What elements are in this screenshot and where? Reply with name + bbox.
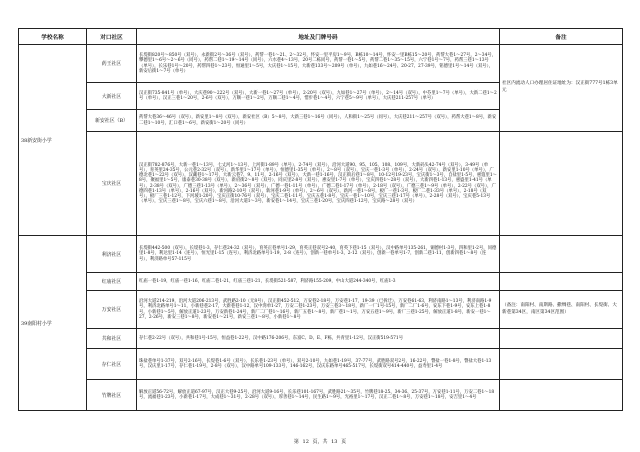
address-cell: 汉正街735-841号（单号），大庆巷90～222号（双号），大新一巷1～27号（单号），2-20号（双号），九如巷1～27号（单号），2～14号（双号），中芬里1～7号（单号），大新二巷1～2号（单号），汉正三巷1～20号，2-6号（双号），万顺一巷1～2号，万顺二巷1～4号，惜步巷1～4号，六宁巷5～9号（单号），大庆巷211-257号（单号） — [137, 83, 500, 110]
address-cell: 解放正道56-72号，解放正道67-97号，汉正大巷9-25号，沿河大道9-16号，长乐巷101-167号，武胜路21～35号，竹牌巷18-25、34-36、25-37号，万安巷1-11号，万安二巷1～18号，流福巷1-23号，小新巷1-17号，大成巷1～31号，2-28号（双号），厚善巷1～14号，民生路1～9号，光裕里1～17号，汉正二巷1～8号，万安巷1～18号，安吉里1～4号 — [137, 380, 500, 411]
table-row — [19, 132, 623, 236]
header-note: 备注 — [500, 29, 623, 45]
school-name: 38新安街小学 — [19, 45, 87, 236]
address-cell: 珠盐巷单号1-37号，双号2-16号，长堤巷1-6号（双号），长乐巷1-23号（单号），双号2-10号，九如巷1-19号，37-77号，武胜路双号2号，16-22号，瞥盐一巷1-8号，瞥盐大巷1-13号，汉庆里1-17号，存仁巷1-19号，2-8号（双号），汉中路单号109-133号，146-162号，汉庆东路单号465-517号，长堤街双号414-440号，益寿里1-4号 — [137, 349, 500, 380]
community-name: 共和社区 — [87, 329, 137, 349]
note-cell-empty — [500, 380, 623, 411]
table-row — [19, 291, 623, 329]
address-cell: 长堤街820号～850号（双号），永新街2号～36号（双号），药帮一巷1～21、2～32号，怀安一里平房1～9号，B栋10～14号，怀安一里B栋15～20号，药帮大巷1～27号，2～34号，攀德里1～6号～2～6号（同号），药帮二巷1～19～14号（同号），六水巷4～13号，20号二栋同号，药帮一巷1～5号，药帮二巷1～35～15号，六宁巷1号～7号，药帮三巷1～13号（单号），长乐巷1号～20号，药帮四巷1～23号，恒通里1～5号，大庆巷1～15号，大新巷133号～209号（单号），九如巷16～24号、20-27、27-39号，铭德里1号～14号（双号），新安后街1～7号（单号） — [137, 45, 500, 83]
note-cell: （备注：南阳村、南斯路、撒绸巷、南阳村、长堤街、大新巷第34区，南区第34区范围） — [500, 291, 623, 329]
header-school: 学校名称 — [19, 29, 87, 45]
footer-page-number: 12 — [302, 439, 309, 445]
note-cell-empty — [500, 349, 623, 380]
note-cell-empty — [500, 329, 623, 349]
note-cell-empty — [500, 236, 623, 273]
address-cell: 长堤街442-500（双号），长堤巷1-3，存仁巷24-32（双号），育英正巷单号1-29，育英正巷双号2-40，育英下巷1-15（双号），汉中路单号135-261，铜德村1-3号，四和里1-2号，同德里1-8号，利达里1-14（连号），恒光里1-15（连号），利济北路单号1-19，2-8（连号），创新一巷单号1-3，2-12（双号），创新一巷单号1-7，创新二巷1-11，创新四巷1～8号（连号），利济路单号57-115号 — [137, 236, 500, 273]
footer-total-pages: 13 — [331, 439, 338, 445]
page-footer — [0, 438, 640, 445]
note-cell: 社区内流动人口办理居住证地址为：汉正街777号1栋3单元 — [500, 45, 623, 132]
header-address: 地址及门牌号码 — [137, 29, 500, 45]
table-row — [19, 236, 623, 273]
address-cell: 沿河大道214-219，沿河大道206-213号，武胜路2-10（无8号），汉正街452-512，万安巷2-18号，万安巷1-17，19-39（已拆迁），万安巷61-63，利济南路1～13号，利济南路1-9号，利济北路单号1～11，小新巷巷2-17，大新巷巷1-12，汉中湾单1-27，万安二巷1-23号，万安三巷3～18号，新厂一厂1号-15号，新厂二厂1-6号，安东下巷1-9号，安东上巷1-8号，小新巷1～5号，解放正道1-23号，万安新巷1-24号，新厂二厂巷1～16号，新厂五巷1～8号，新厂巷1～1号，万安五巷1～9号，新厂三巷1-25号，解放正道1-8号，新安一巷1～27，2-26号，新安三巷1～8号，新安巷1～21号，新安三巷1～8号，小新巷1～8号 — [137, 291, 500, 329]
table-header-row — [19, 29, 623, 45]
footer-middle: 页，共 — [312, 439, 328, 445]
community-name: 竹牌社区 — [87, 380, 137, 411]
address-cell: 汉正街782-876号，大新一巷1～13号，七丈河1～13号，上河街1-89号（单号），2-74号（双号），沿河大道90、95、105、108、109号，大新码头42-74号（双号），3-49号（单号），育英里24-35号，公元巷2-32号（双号），新华里1～17号（单号），恒德里1-35号（单号），2～8号（双号），宝庆一巷1-3号（单号），2-24号（双号），新安里1-10号（单号），广德北巷1～22号（双号），汉藏巷1～17号，大新云巷7、9、11号，2-16号（双号），大新一巷1-16号，汉正街后巷1～8号，10-12号19-23号，宝庆街1～3号，自盐里1-5号，惠蔻里1～8号，聚福里1～5号，康泰巷30-38号（双号），新府街2～8号（双号），同庆里2-8号（双号），惠安里1-7号（单号），宝庆四巷1～28号（双号），大新四巷1-13号，惠盛里1-41号（单号），2-38号（双号），广德三巷1-13号（单号），2～36号（双号），广德一巷1-11号（单号），广德二巷1-17号（单号），2-18号（双号），广德三巷1～9号（单号），2-22号（双号），广德四巷1-13号（单号），2-16号（双号），新河路2-10号（双号），新河巷1-9号（单号），2～6号（双号），新河一巷1～8号，板厂一巷1-3号，板厂二巷1-33号（单号），2-18号（双号），板厂三巷1-12号，下河坡1-20号，宝庆正街10-76号（双号），宝庆二巷1-11号，宝庆五巷1-8号，宝庆一巷1～10号，宝庆三巷1-17号（单号），2-28号（双号），宝庆巷5-13号（单号），宝庆三巷1～8号，宝庆六巷1～8号，沿河大道1～3号，新安巷1～14号，宝庆三巷1-20号，宝庆四巷1-12号，宝庆路～28号（双号） — [137, 132, 500, 236]
community-name: 利济社区 — [87, 236, 137, 273]
note-cell-empty — [500, 132, 623, 236]
school-name: 39南阳村小学 — [19, 236, 87, 411]
table-row — [19, 349, 623, 380]
community-name: 新安社区（B） — [87, 110, 137, 132]
community-name: 红庙社区 — [87, 273, 137, 291]
table-row — [19, 380, 623, 411]
table-row — [19, 273, 623, 291]
footer-suffix: 页 — [341, 439, 347, 445]
address-cell: 红庙一巷1-19，红庙一巷1-16，红庙二巷1-21，红庙三巷1-21，长堤街521-587，利济路155-209，中山大道244-340号，红庙1-3 — [137, 273, 500, 291]
school-district-table — [18, 28, 623, 411]
address-cell: 药帮大巷36～46号（双号），新安里1～8号（双号），新安社区（B）5～8号，大新三巷1～16号（同号），人和街1～25号（同号），大庆巷211～257号（双号），药帮大巷1～8号，新安二巷1～10号，汇口巷1～6号，新安街1～20号（同号） — [137, 110, 500, 132]
table-row — [19, 329, 623, 349]
community-name: 存仁社区 — [87, 349, 137, 380]
table-row — [19, 45, 623, 83]
header-community: 对口社区 — [87, 29, 137, 45]
community-name: 万安社区 — [87, 291, 137, 329]
footer-prefix: 第 — [293, 439, 299, 445]
community-name: 药王社区 — [87, 45, 137, 83]
community-name: 宝庆社区 — [87, 132, 137, 236]
note-cell-empty — [500, 273, 623, 291]
community-name: 大新社区 — [87, 83, 137, 110]
address-cell: 存仁巷2-22号（双号），共和巷1号-15号，恒益巷1-22号，汉中路176-206号，东富C、D、E、F栋，共青里1-12号，汉正街519-571号 — [137, 329, 500, 349]
